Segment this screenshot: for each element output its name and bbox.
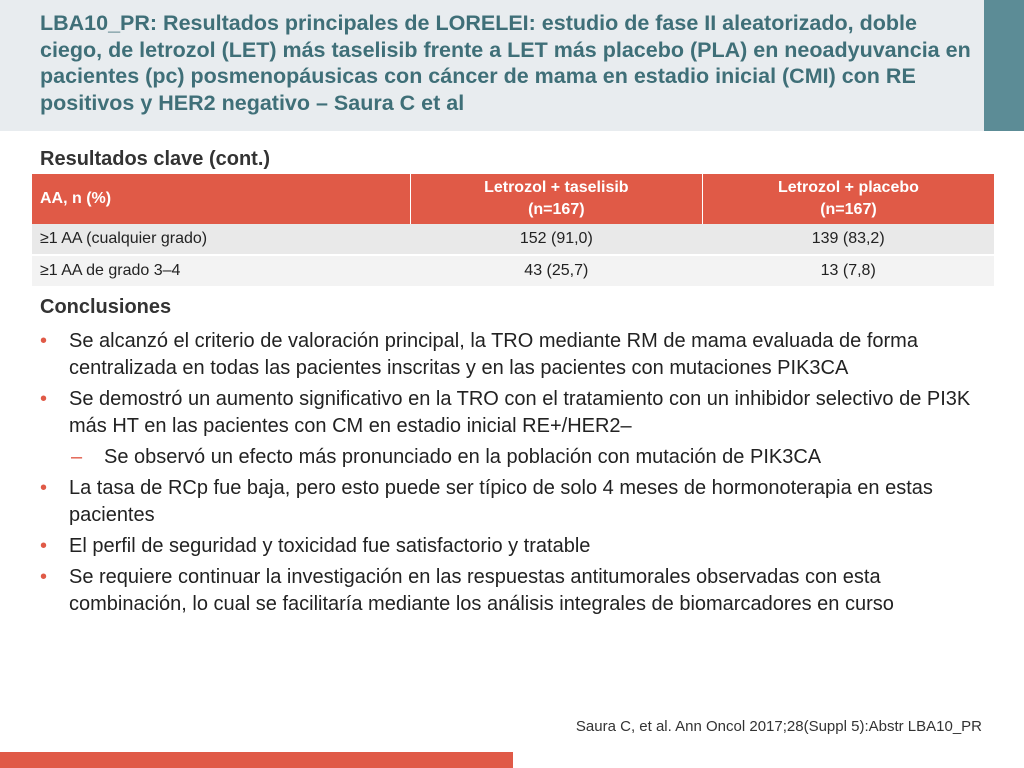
bullet-marker: • (40, 388, 48, 410)
list-item (40, 533, 980, 560)
column-header-ae (32, 174, 410, 224)
bullet-text: Se demostró un aumento significativo en la TRO con el tratamiento con un inhibidor selectivo de PI3K más HT en las pacientes con CM en estadio inicial RE+/HER2– (69, 388, 971, 437)
bullet-text: La tasa de RCp fue baja, pero esto puede ser típico de solo 4 meses de hormonoterapia en estas pacientes (69, 477, 933, 526)
table-row (32, 224, 994, 255)
bullet-text: El perfil de seguridad y toxicidad fue satisfactorio y tratable (69, 535, 591, 557)
bullet-text: Se observó un efecto más pronunciado en la población con mutación de PIK3CA (104, 446, 822, 468)
list-item (40, 475, 980, 529)
column-header-taselisib (410, 174, 702, 224)
list-item-sub (40, 444, 980, 471)
table-row (32, 255, 994, 287)
column-header-label: Letrozol + placebo (777, 179, 919, 196)
slide-title: LBA10_PR: Resultados principales de LORELEI: estudio de fase II aleatorizado, doble ciego, de letrozol (LET) más taselisib frente a LET más placebo (PLA) en neoadyuvancia en pacientes (pc) posmenopáusicas con cáncer de mama en estadio inicial (CMI) con RE positivos y HER2 negativo – Saura C et al (40, 11, 971, 115)
bullet-text: Se alcanzó el criterio de valoración principal, la TRO mediante RM de mama evaluada de forma centralizada en todas las pacientes inscritas y en las pacientes con mutaciones PIK3CA (69, 330, 918, 379)
sub-bullet-marker: – (71, 446, 83, 468)
column-header-n: (n=167) (820, 201, 877, 218)
column-header-label: Letrozol + taselisib (484, 179, 629, 196)
column-header-label: AA, n (%) (40, 190, 112, 207)
row-label: ≥1 AA (cualquier grado) (32, 224, 410, 255)
bullet-marker: • (40, 535, 48, 557)
column-header-placebo (702, 174, 994, 224)
placebo-value: 139 (83,2) (702, 224, 994, 255)
taselisib-value: 43 (25,7) (410, 255, 702, 287)
conclusions-heading: Conclusiones (40, 296, 172, 318)
title-accent-bar (984, 0, 1024, 131)
row-label: ≥1 AA de grado 3–4 (32, 255, 410, 287)
footer-accent-bar (0, 752, 513, 768)
bullet-marker: • (40, 477, 48, 499)
citation: Saura C, et al. Ann Oncol 2017;28(Suppl 5):Abstr LBA10_PR (575, 718, 982, 735)
list-item (40, 386, 980, 440)
list-item (40, 328, 980, 382)
list-item (40, 564, 980, 618)
adverse-events-table (32, 174, 994, 288)
section-subhead: Resultados clave (cont.) (40, 148, 271, 170)
bullet-text: Se requiere continuar la investigación en las respuestas antitumorales observadas con esta combinación, lo cual se facilitaría mediante los análisis integrales de biomarcadores en curso (69, 566, 894, 615)
placebo-value: 13 (7,8) (702, 255, 994, 287)
conclusions-list (40, 328, 980, 622)
bullet-marker: • (40, 566, 48, 588)
bullet-marker: • (40, 330, 48, 352)
taselisib-value: 152 (91,0) (410, 224, 702, 255)
column-header-n: (n=167) (528, 201, 585, 218)
table-header-row (32, 174, 994, 224)
